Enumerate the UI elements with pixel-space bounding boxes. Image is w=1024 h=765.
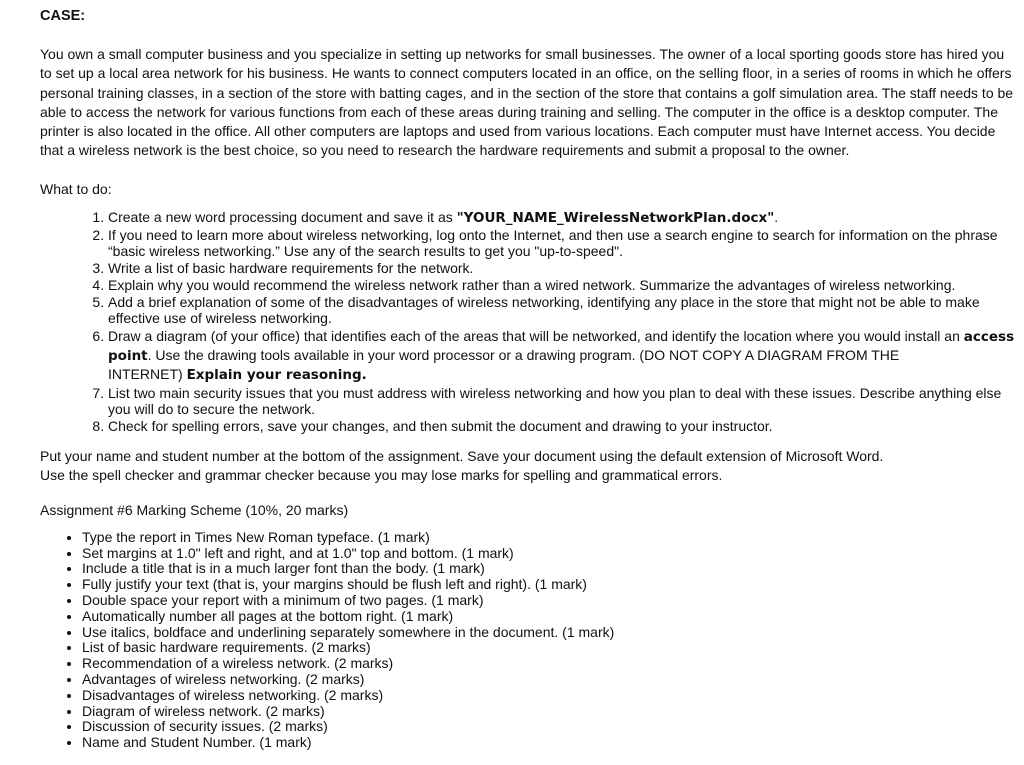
step-3: 3. Write a list of basic hardware requirements for the network. <box>108 260 1008 276</box>
case-line: printer is also located in the office. All other computers are laptops and used from various locations. Each computer must have Internet access. You decide <box>40 123 996 140</box>
list-item: • Name and Student Number. (1 mark) <box>82 735 1008 751</box>
filename: "YOUR_NAME_WirelessNetworkPlan.docx" <box>456 209 775 226</box>
step-8: 8. Check for spelling errors, save your changes, and then submit the document and drawing to your instructor. <box>108 418 1008 434</box>
list-item: • Fully justify your text (that is, your margins should be flush left and right). (1 mark) <box>82 577 1008 593</box>
submission-notes <box>40 447 1008 486</box>
list-item: • Type the report in Times New Roman typeface. (1 mark) <box>82 530 1008 546</box>
steps-list <box>40 208 1015 434</box>
list-item: • Set margins at 1.0" left and right, and at 1.0" top and bottom. (1 mark) <box>82 546 1008 562</box>
marking-scheme-title: Assignment #6 Marking Scheme (10%, 20 marks) <box>40 501 349 518</box>
step-7: 7. List two main security issues that you must address with wireless networking and how you plan to deal with these issues. Describe anything else you will do to secure the network. <box>108 385 1008 417</box>
step-1: 1. Create a new word processing document and save it as "YOUR_NAME_WirelessNetworkPlan.docx". <box>108 209 1008 226</box>
note-line: Use the spell checker and grammar checker because you may lose marks for spelling and grammatical errors. <box>40 467 723 484</box>
list-item: • Disadvantages of wireless networking. (2 marks) <box>82 688 1008 704</box>
step-6: 6. Draw a diagram (of your office) that identifies each of the areas that will be networked, and identify the location where you would install an access point. Use the drawing tools available in your word processor or a drawing program. (DO NOT COPY A DIAGRAM FROM THE INTERNET) Explain your reasoning. <box>108 327 1008 384</box>
list-item: • Use italics, boldface and underlining separately somewhere in the document. (1 mark) <box>82 625 1008 641</box>
case-line: able to access the network for various functions from each of these areas during training and selling. The computer in the office is a desktop computer. The <box>40 103 998 120</box>
case-line: You own a small computer business and you specialize in setting up networks for small businesses. The owner of a local sporting goods store has hired you <box>40 46 1005 62</box>
list-item: • Advantages of wireless networking. (2 marks) <box>82 672 1008 688</box>
what-to-do-heading: What to do: <box>40 180 112 197</box>
case-paragraph <box>40 45 1014 161</box>
list-item: • Automatically number all pages at the bottom right. (1 mark) <box>82 609 1008 625</box>
case-line: that a wireless network is the best choice, so you need to research the hardware requirements and submit a proposal to the owner. <box>40 142 850 159</box>
list-item: • List of basic hardware requirements. (2 marks) <box>82 640 1008 656</box>
assignment-document <box>40 6 1015 751</box>
list-item: • Discussion of security issues. (2 marks) <box>82 719 1008 735</box>
list-item: • Recommendation of a wireless network. (2 marks) <box>82 656 1008 672</box>
marking-scheme-list <box>40 530 1008 751</box>
note-line: Put your name and student number at the bottom of the assignment. Save your document using the default extension of Microsoft Word. <box>40 447 884 464</box>
list-item: • Double space your report with a minimum of two pages. (1 mark) <box>82 593 1008 609</box>
case-line: to set up a local area network for his business. He wants to connect computers located in an office, on the selling floor, in a series of rooms in which he offers <box>40 65 1012 82</box>
list-item: • Include a title that is in a much larger font than the body. (1 mark) <box>82 561 1008 577</box>
list-item: • Diagram of wireless network. (2 marks) <box>82 704 1008 720</box>
case-line: personal training classes, in a section of the store with batting cages, and in the section of the store that contains a golf simulation area. The staff needs to be <box>40 84 1014 101</box>
case-heading: CASE: <box>40 8 86 24</box>
step-5: 5. Add a brief explanation of some of the disadvantages of wireless networking, identifying any place in the store that might not be able to make effective use of wireless networking. <box>108 294 1008 326</box>
step-2: 2. If you need to learn more about wireless networking, log onto the Internet, and then use a search engine to search for information on the phrase “basic wireless networking.” Use any of the search results to get you "up-to-speed". <box>108 227 1008 259</box>
step-4: 4. Explain why you would recommend the wireless network rather than a wired network. Summarize the advantages of wireless networking. <box>108 277 1008 293</box>
